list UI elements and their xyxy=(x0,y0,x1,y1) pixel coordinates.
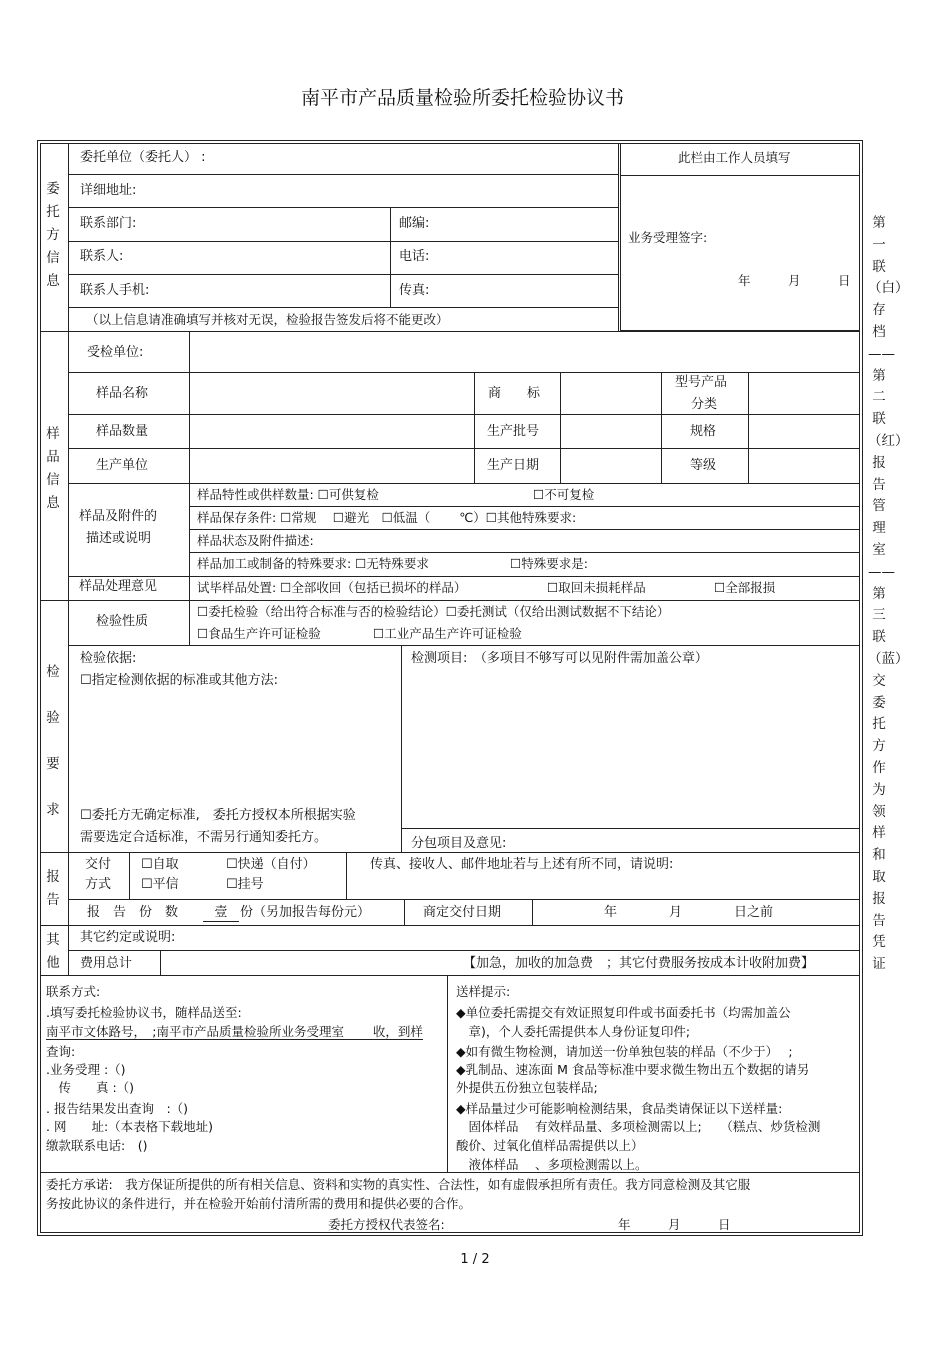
tips-line: ◆如有微生物检测，请加送一份单独包装的样品（不少于） ; xyxy=(456,1044,793,1059)
staff-header: 此栏由工作人员填写 xyxy=(678,150,791,165)
grid-line xyxy=(68,899,860,900)
inspection-section-label: 检验要求 xyxy=(46,664,60,818)
fee-label: 费用总计 xyxy=(80,956,133,971)
grid-line xyxy=(189,506,860,507)
delivery-mail-option[interactable]: ☐平信 xyxy=(141,877,179,892)
basis-specified-option[interactable]: ☐指定检测依据的标准或其他方法: xyxy=(80,673,279,688)
prod-date-label: 生产日期 xyxy=(487,458,540,473)
basis-label: 检验依据: xyxy=(80,651,137,666)
spec-label: 规格 xyxy=(690,424,717,439)
contact-business-phone: .业务受理 :（) xyxy=(46,1062,126,1077)
frame-line xyxy=(40,1232,860,1233)
grid-line xyxy=(346,852,347,899)
nature-options[interactable]: ☐委托检验（给出符合标准与否的检验结论）☐委托测试（仅给出测试数据不下结论） xyxy=(197,604,670,619)
grid-line xyxy=(620,175,860,176)
tips-line: ◆样品量过少可能影响检测结果，食品类请保证以下送样量: xyxy=(456,1101,783,1116)
grid-line xyxy=(68,950,860,951)
copies-suffix: 份（另加报告每份元） xyxy=(240,905,371,920)
deliver-date-field[interactable]: 年 月 日之前 xyxy=(604,905,774,920)
food-license-option[interactable]: ☐食品生产许可证检验 xyxy=(197,626,321,641)
subcontract-field[interactable]: 分包项目及意见: xyxy=(411,836,507,851)
brand-label: 商 标 xyxy=(488,386,541,401)
handling-scrap-option[interactable]: ☐全部报损 xyxy=(714,580,776,595)
grid-line xyxy=(68,143,69,975)
inspected-unit-field[interactable]: 受检单位: xyxy=(87,345,144,360)
delivery-label: 交付 xyxy=(85,857,112,872)
staff-sign-field[interactable]: 业务受理签字: xyxy=(628,230,708,245)
grid-line xyxy=(68,274,619,275)
storage-condition-options[interactable]: 样品保存条件: ☐常规 ☐避光 ☐低温（ ℃）☐其他特殊要求: xyxy=(197,510,577,525)
processing-no-special-option[interactable]: 样品加工或制备的特殊要求: ☐无特殊要求 xyxy=(197,556,429,571)
deliver-date-label: 商定交付日期 xyxy=(423,905,502,920)
staff-date-field[interactable]: 年 月 日 xyxy=(738,273,851,288)
delivery-express-option[interactable]: ☐快递（自付） xyxy=(226,857,316,872)
grid-line xyxy=(68,241,619,242)
report-section-label: 报告 xyxy=(46,869,60,908)
frame-line xyxy=(40,143,860,144)
frame-line xyxy=(862,140,863,1236)
grid-line xyxy=(189,331,190,483)
grid-line xyxy=(40,975,860,976)
page-number: 1 / 2 xyxy=(460,1252,490,1267)
grid-line xyxy=(474,372,475,483)
delivery-diff-note[interactable]: 传真、接收人、邮件地址若与上述有所不同，请说明: xyxy=(370,857,674,872)
tips-line: 酸价、过氧化值样品需提供以上） xyxy=(456,1138,644,1153)
tips-line: ◆单位委托需提交有效证照复印件或书面委托书（均需加盖公 xyxy=(456,1005,791,1020)
copies-value[interactable]: 壹 xyxy=(203,905,239,922)
sample-name-label: 样品名称 xyxy=(96,386,149,401)
fee-note: 【加急，加收的加急费 ；其它付费服务按成本计收附加费】 xyxy=(463,956,815,971)
grid-line xyxy=(748,372,749,483)
tips-line: ◆乳制品、速冻面 M 食品等标准中要求微生物出五个数据的请另 xyxy=(456,1062,810,1077)
other-section-label: 其他 xyxy=(46,932,60,971)
desc-no-reinspect-option[interactable]: ☐不可复检 xyxy=(533,487,595,502)
delivery-label-2: 方式 xyxy=(85,877,112,892)
promise-sign-field[interactable]: 委托方授权代表签名: xyxy=(328,1217,445,1232)
contact-heading: 联系方式: xyxy=(46,984,101,999)
grid-line xyxy=(390,207,391,308)
grid-line xyxy=(401,645,402,852)
grid-line xyxy=(401,828,860,829)
tips-line: 外提供五份独立包装样品; xyxy=(456,1080,598,1095)
contact-payment-phone: 缴款联系电话: () xyxy=(46,1138,148,1153)
grid-line xyxy=(68,207,619,208)
handling-retrieve-option[interactable]: ☐取回未损耗样品 xyxy=(547,580,646,595)
tips-line: 液体样品 、多项检测需以上。 xyxy=(456,1157,648,1172)
copy-distribution-note: 第一联（白）存档——第二联（红）报告管理室——第三联（蓝）交委托方作为领样和取报告凭证 xyxy=(868,215,909,973)
grid-line xyxy=(40,600,860,601)
client-dept-field[interactable]: 联系部门: xyxy=(80,216,137,231)
frame-line xyxy=(859,143,860,1233)
grid-line xyxy=(68,448,860,449)
client-phone-field[interactable]: 电话: xyxy=(399,249,430,264)
grid-line xyxy=(189,483,190,600)
contact-report-query: . 报告结果发出查询 :（) xyxy=(46,1101,189,1116)
nature-label: 检验性质 xyxy=(96,614,149,629)
grid-line xyxy=(40,1172,860,1173)
promise-text: 委托方承诺: 我方保证所提供的所有相关信息、资料和实物的真实性、合法性，如有虚假承担所有责任。我方同意检测及其它服 xyxy=(46,1177,751,1192)
delivery-self-option[interactable]: ☐自取 xyxy=(141,857,179,872)
copies-label: 报 告 份 数 xyxy=(87,905,179,920)
desc-reinspect-option[interactable]: 样品特性或供样数量: ☐可供复检 xyxy=(197,487,379,502)
sample-qty-label: 样品数量 xyxy=(96,424,149,439)
grid-line xyxy=(68,645,860,646)
grid-line xyxy=(68,174,619,175)
promise-text-2: 务按此协议的条件进行，并在检验开始前付清所需的费用和提供必要的合作。 xyxy=(46,1196,472,1211)
desc-label: 样品及附件的 xyxy=(79,509,158,524)
grid-line xyxy=(68,576,860,577)
industrial-license-option[interactable]: ☐工业产品生产许可证检验 xyxy=(373,626,522,641)
sample-section-label: 样品信息 xyxy=(46,426,60,511)
contact-website: . 网 址:（本表格下载地址) xyxy=(46,1119,214,1134)
document-title: 南平市产品质量检验所委托检验协议书 xyxy=(300,87,624,109)
grid-line xyxy=(160,950,161,975)
delivery-registered-option[interactable]: ☐挂号 xyxy=(226,877,264,892)
contact-fax: 传 真 :（) xyxy=(46,1080,135,1095)
grid-line xyxy=(68,414,860,415)
test-items-field[interactable]: 检测项目: （多项目不够写可以见附件需加盖公章） xyxy=(411,651,708,666)
tips-line: 章)，个人委托需提供本人身份证复印件; xyxy=(456,1024,691,1039)
basis-no-standard-note: 需要选定合适标准，不需另行通知委托方。 xyxy=(80,830,328,845)
frame-line xyxy=(37,140,863,141)
grid-line xyxy=(661,372,662,483)
client-note: （以上信息请准确填写并核对无误，检验报告签发后将不能更改） xyxy=(86,312,449,327)
grade-label: 等级 xyxy=(690,458,717,473)
sample-state-field[interactable]: 样品状态及附件描述: xyxy=(197,533,314,548)
client-section-label: 委托方信息 xyxy=(46,181,60,289)
grid-line xyxy=(618,143,619,331)
grid-line xyxy=(189,552,860,553)
processing-special-option[interactable]: ☐特殊要求是: xyxy=(510,556,588,571)
frame-line xyxy=(37,140,38,1236)
producer-label: 生产单位 xyxy=(96,458,149,473)
client-unit-field[interactable]: 委托单位（委托人） : xyxy=(80,150,206,165)
grid-line xyxy=(129,852,130,899)
model-label: 型号产品 xyxy=(675,375,728,390)
client-mobile-field[interactable]: 联系人手机: xyxy=(80,283,150,298)
frame-line xyxy=(37,1235,863,1236)
model-label-2: 分类 xyxy=(691,397,718,412)
tips-heading: 送样提示: xyxy=(456,984,511,999)
client-address-field[interactable]: 详细地址: xyxy=(80,183,137,198)
desc-label-2: 描述或说明 xyxy=(86,531,152,546)
grid-line xyxy=(620,143,621,331)
grid-line xyxy=(40,925,860,926)
grid-line xyxy=(532,899,533,925)
handling-return-all-option[interactable]: 试毕样品处置: ☐全部收回（包括已损坏的样品） xyxy=(197,580,467,595)
grid-line xyxy=(404,899,405,925)
contact-address: 南平市文体路号， ;南平市产品质量检验所业务受理室 收，到样 xyxy=(46,1024,423,1039)
promise-date-field[interactable]: 年 月 日 xyxy=(618,1217,731,1232)
grid-line xyxy=(560,372,561,483)
handling-label: 样品处理意见 xyxy=(79,579,158,594)
tips-line: 固体样品 有效样品量、多项检测需以上; （糕点、炒货检测 xyxy=(456,1119,821,1134)
client-fax-field[interactable]: 传真: xyxy=(399,283,430,298)
agreement-field[interactable]: 其它约定或说明: xyxy=(80,930,176,945)
grid-line xyxy=(447,975,448,1172)
grid-line xyxy=(40,852,860,853)
client-postcode-field[interactable]: 邮编: xyxy=(399,216,430,231)
grid-line xyxy=(68,307,619,308)
grid-line xyxy=(189,600,190,645)
contact-line: .填写委托检验协议书，随样品送至: xyxy=(46,1005,242,1020)
grid-line xyxy=(68,483,860,484)
grid-line xyxy=(68,372,860,373)
basis-no-standard-option[interactable]: ☐委托方无确定标准, 委托方授权本所根据实验 xyxy=(80,808,356,823)
frame-line xyxy=(40,143,41,1233)
grid-line xyxy=(40,331,860,332)
client-contact-field[interactable]: 联系人: xyxy=(80,249,124,264)
batch-label: 生产批号 xyxy=(487,424,540,439)
contact-line: 查询: xyxy=(46,1044,76,1059)
grid-line xyxy=(189,529,860,530)
